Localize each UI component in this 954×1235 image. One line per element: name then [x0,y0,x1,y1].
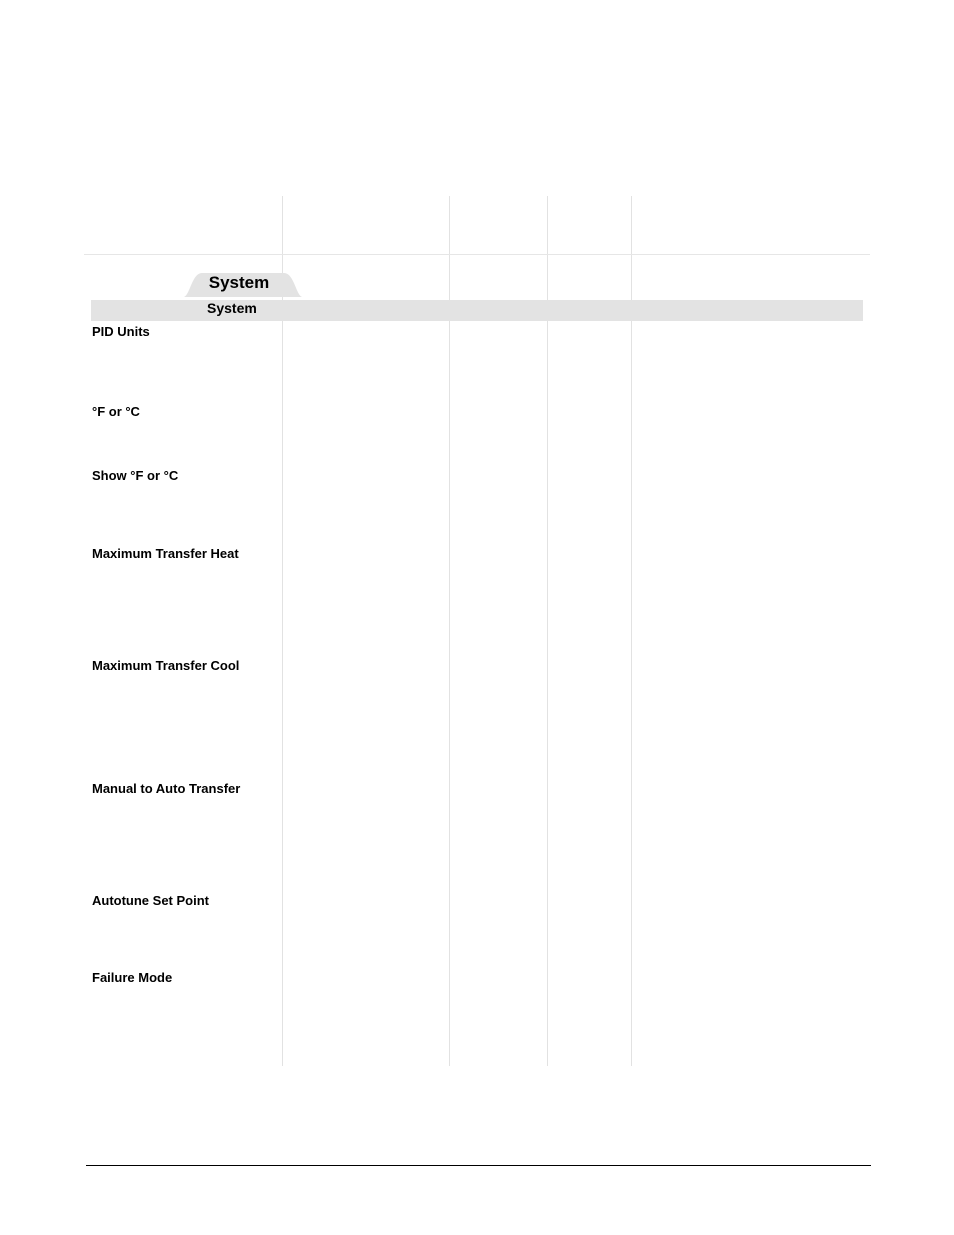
param-maximum-transfer-heat: Maximum Transfer Heat [92,546,239,561]
column-divider [631,196,632,1066]
section-tab-label: System [208,273,270,292]
column-divider [449,196,450,1066]
table-header-rule [84,254,870,255]
column-divider [547,196,548,1066]
param-f-or-c: °F or °C [92,404,140,419]
footer-rule [86,1165,871,1166]
param-manual-to-auto-transfer: Manual to Auto Transfer [92,781,241,796]
section-header-label: System [207,300,257,316]
param-autotune-set-point: Autotune Set Point [92,893,209,908]
section-header-band [91,300,863,321]
param-show-f-or-c: Show °F or °C [92,468,179,483]
section-tab [184,273,302,297]
param-failure-mode: Failure Mode [92,970,173,985]
column-divider [282,196,283,1066]
param-maximum-transfer-cool: Maximum Transfer Cool [92,658,240,673]
param-pid-units: PID Units [92,324,150,339]
